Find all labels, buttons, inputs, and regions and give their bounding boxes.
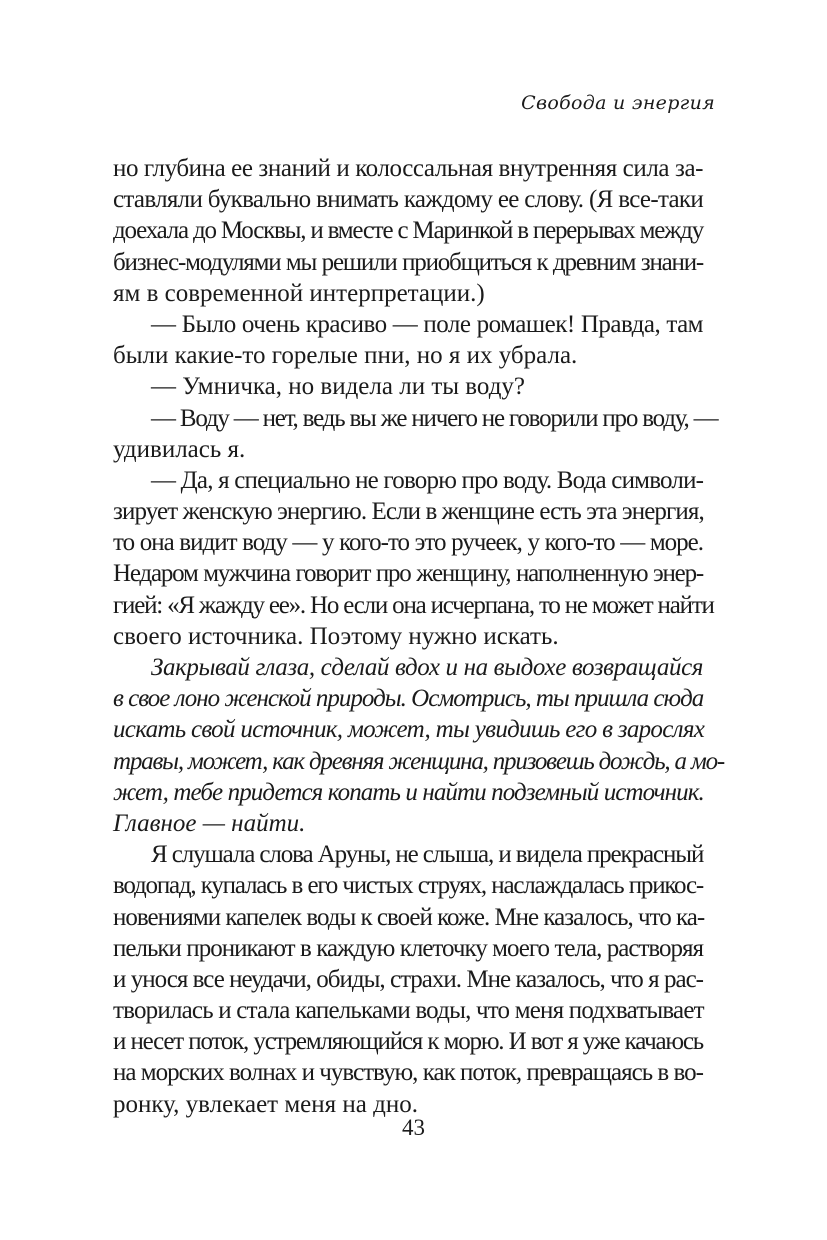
text-line: то она видит воду — у кого-то это ручеек, у кого-то — море. [113, 529, 703, 557]
text-line: своего источника. Поэтому нужно искать. [113, 622, 559, 650]
running-header-title: Свобода и энергия [521, 92, 715, 114]
text-line: бизнес-модулями мы решили приобщиться к древним знани- [113, 248, 703, 276]
text-line: на морских волнах и чувствую, как поток, превращаясь в во- [113, 1059, 703, 1087]
paragraph [113, 465, 714, 652]
paragraph [113, 403, 718, 465]
paragraph [113, 371, 703, 402]
text-line: Я слушала слова Аруны, не слыша, и видела прекрасный [151, 841, 704, 869]
text-line: жет, тебе придется копать и найти подземный источник. [113, 778, 704, 806]
text-line: удивилась я. [113, 435, 246, 463]
text-line: пельки проникают в каждую клеточку моего тела, растворяя [113, 934, 703, 962]
paragraph [113, 309, 703, 371]
text-line: доехала до Москвы, и вместе с Маринкой в перерывах между [113, 217, 703, 245]
paragraph [113, 652, 725, 839]
text-line: ронку, увлекает меня на дно. [113, 1090, 418, 1118]
page-number: 43 [402, 1115, 425, 1140]
text-line: в свое лоно женской природы. Осмотрись, ты пришла сюда [113, 685, 704, 713]
text-line: — Воду — нет, ведь вы же ничего не говорили про воду, — [151, 404, 718, 432]
text-line: и унося все неудачи, обиды, страхи. Мне казалось, что я рас- [113, 965, 703, 993]
paragraph [113, 839, 703, 1120]
text-line: ставляли буквально внимать каждому ее слову. (Я все-таки [113, 186, 703, 214]
text-line: творилась и стала капельками воды, что меня подхватывает [113, 997, 704, 1025]
text-line: ям в современной интерпретации.) [113, 279, 485, 307]
body-text [113, 153, 725, 1120]
text-line: гией: «Я жажду ее». Но если она исчерпана, то не может найти [113, 591, 714, 619]
text-line: были какие-то горелые пни, но я их убрала. [113, 342, 578, 370]
paragraph [113, 153, 703, 309]
text-line: зирует женскую энергию. Если в женщине есть эта энергия, [113, 498, 704, 526]
text-line: — Умничка, но видела ли ты воду? [151, 373, 526, 401]
text-line: и несет поток, устремляющийся к морю. И вот я уже качаюсь [113, 1028, 703, 1056]
text-line: — Было очень красиво — поле ромашек! Правда, там [151, 310, 703, 338]
text-line: искать свой источник, может, ты увидишь его в зарослях [113, 716, 705, 744]
text-line: травы, может, как древняя женщина, призовешь дождь, а мо- [113, 747, 725, 775]
text-line: — Да, я специально не говорю про воду. Вода символи- [151, 466, 704, 494]
text-line: новениями капелек воды к своей коже. Мне казалось, что ка- [113, 903, 705, 931]
text-line: Недаром мужчина говорит про женщину, наполненную энер- [113, 560, 703, 588]
text-line: водопад, купалась в его чистых струях, наслаждалась прикос- [113, 872, 703, 900]
text-line: Главное — найти. [113, 809, 306, 837]
text-line: Закрывай глаза, сделай вдох и на выдохе возвращайся [151, 654, 703, 681]
text-line: но глубина ее знаний и колоссальная внутренняя сила за- [113, 155, 704, 182]
